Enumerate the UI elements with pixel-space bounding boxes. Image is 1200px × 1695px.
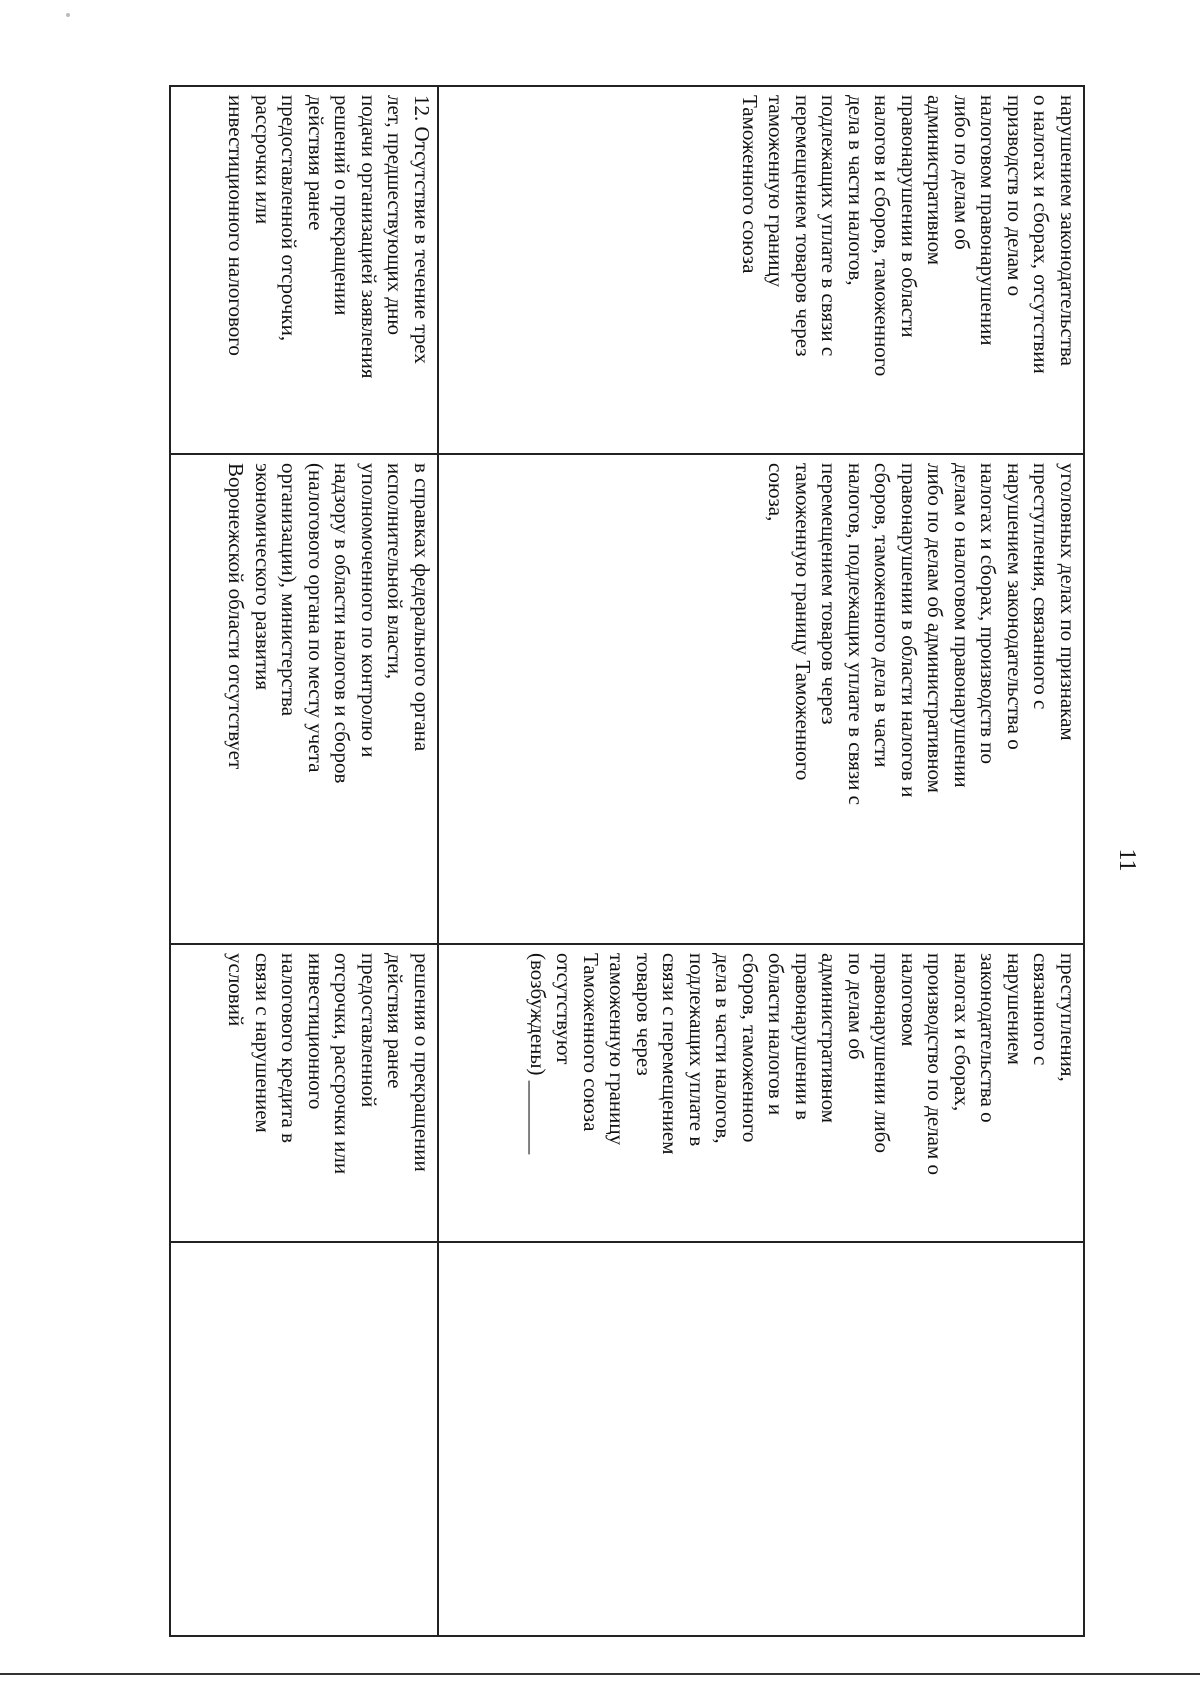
cell-text: нарушением законодательства о налогах и сборах, отсутствии призводств по делам о налоговом правонарушении либо по делам об административном правонарушении в области налогов и сборов, таможенного дела в части налогов, подлежащих уплате в связи с перемещением товаров через таможенную границу Таможенного союза [738,95,1080,377]
table-cell [170,86,438,454]
table-cell [438,944,1084,1242]
cell-text: решения о прекращении действия ранее предоставленной отсрочки, рассрочки или инвестиционного налогового кредита в связи с нарушением условий [224,953,434,1175]
table-row [170,86,438,1636]
scan-speck [66,13,70,17]
bottom-rule [0,1673,1200,1675]
table-cell [170,454,438,944]
criteria-table [169,85,1085,1637]
table-cell [170,944,438,1242]
table-cell [438,1242,1084,1636]
cell-text: уголовных делах по признакам преступления, связанного с нарушением законодательства о налогах и сборах, производств по делам о налоговом правонарушении либо по делам об административном правонарушении в области налогов и сборов, таможенного дела в части налогов, подлежащих уплате в связи с перемещением товаров через таможенную границу Таможенного союза, [764,463,1080,805]
table-cell [438,86,1084,454]
cell-text: в справках федерального органа исполнительной власти, уполномоченного по контролю и надзору в области налогов и сборов (налогового органа по месту учета организации), министерства экономического развития Воронежской области отсутствует [224,463,434,784]
cell-text: 12. Отсутствие в течение трех лет, предшествующих дню подачи организацией заявления решений о прекращении действия ранее предоставленной отсрочки, рассрочки или инвестиционного налогового [224,95,434,379]
table-row [438,86,1084,1636]
table-cell [438,454,1084,944]
table-cell [170,1242,438,1636]
page-number: 11 [1114,848,1140,872]
rotated-table-wrapper [169,85,1085,1637]
cell-text: преступления, связанного с нарушением законодательства о налогах и сборах, производство по делам о налоговом правонарушении либо по делам об административном правонарушении в области налогов и сборов, таможенного дела в части налогов, подлежащих уплате в связи с перемещением товаров через таможенную границу Таможенного союза отсутствуют (возбуждены) _______ [526,953,1080,1175]
